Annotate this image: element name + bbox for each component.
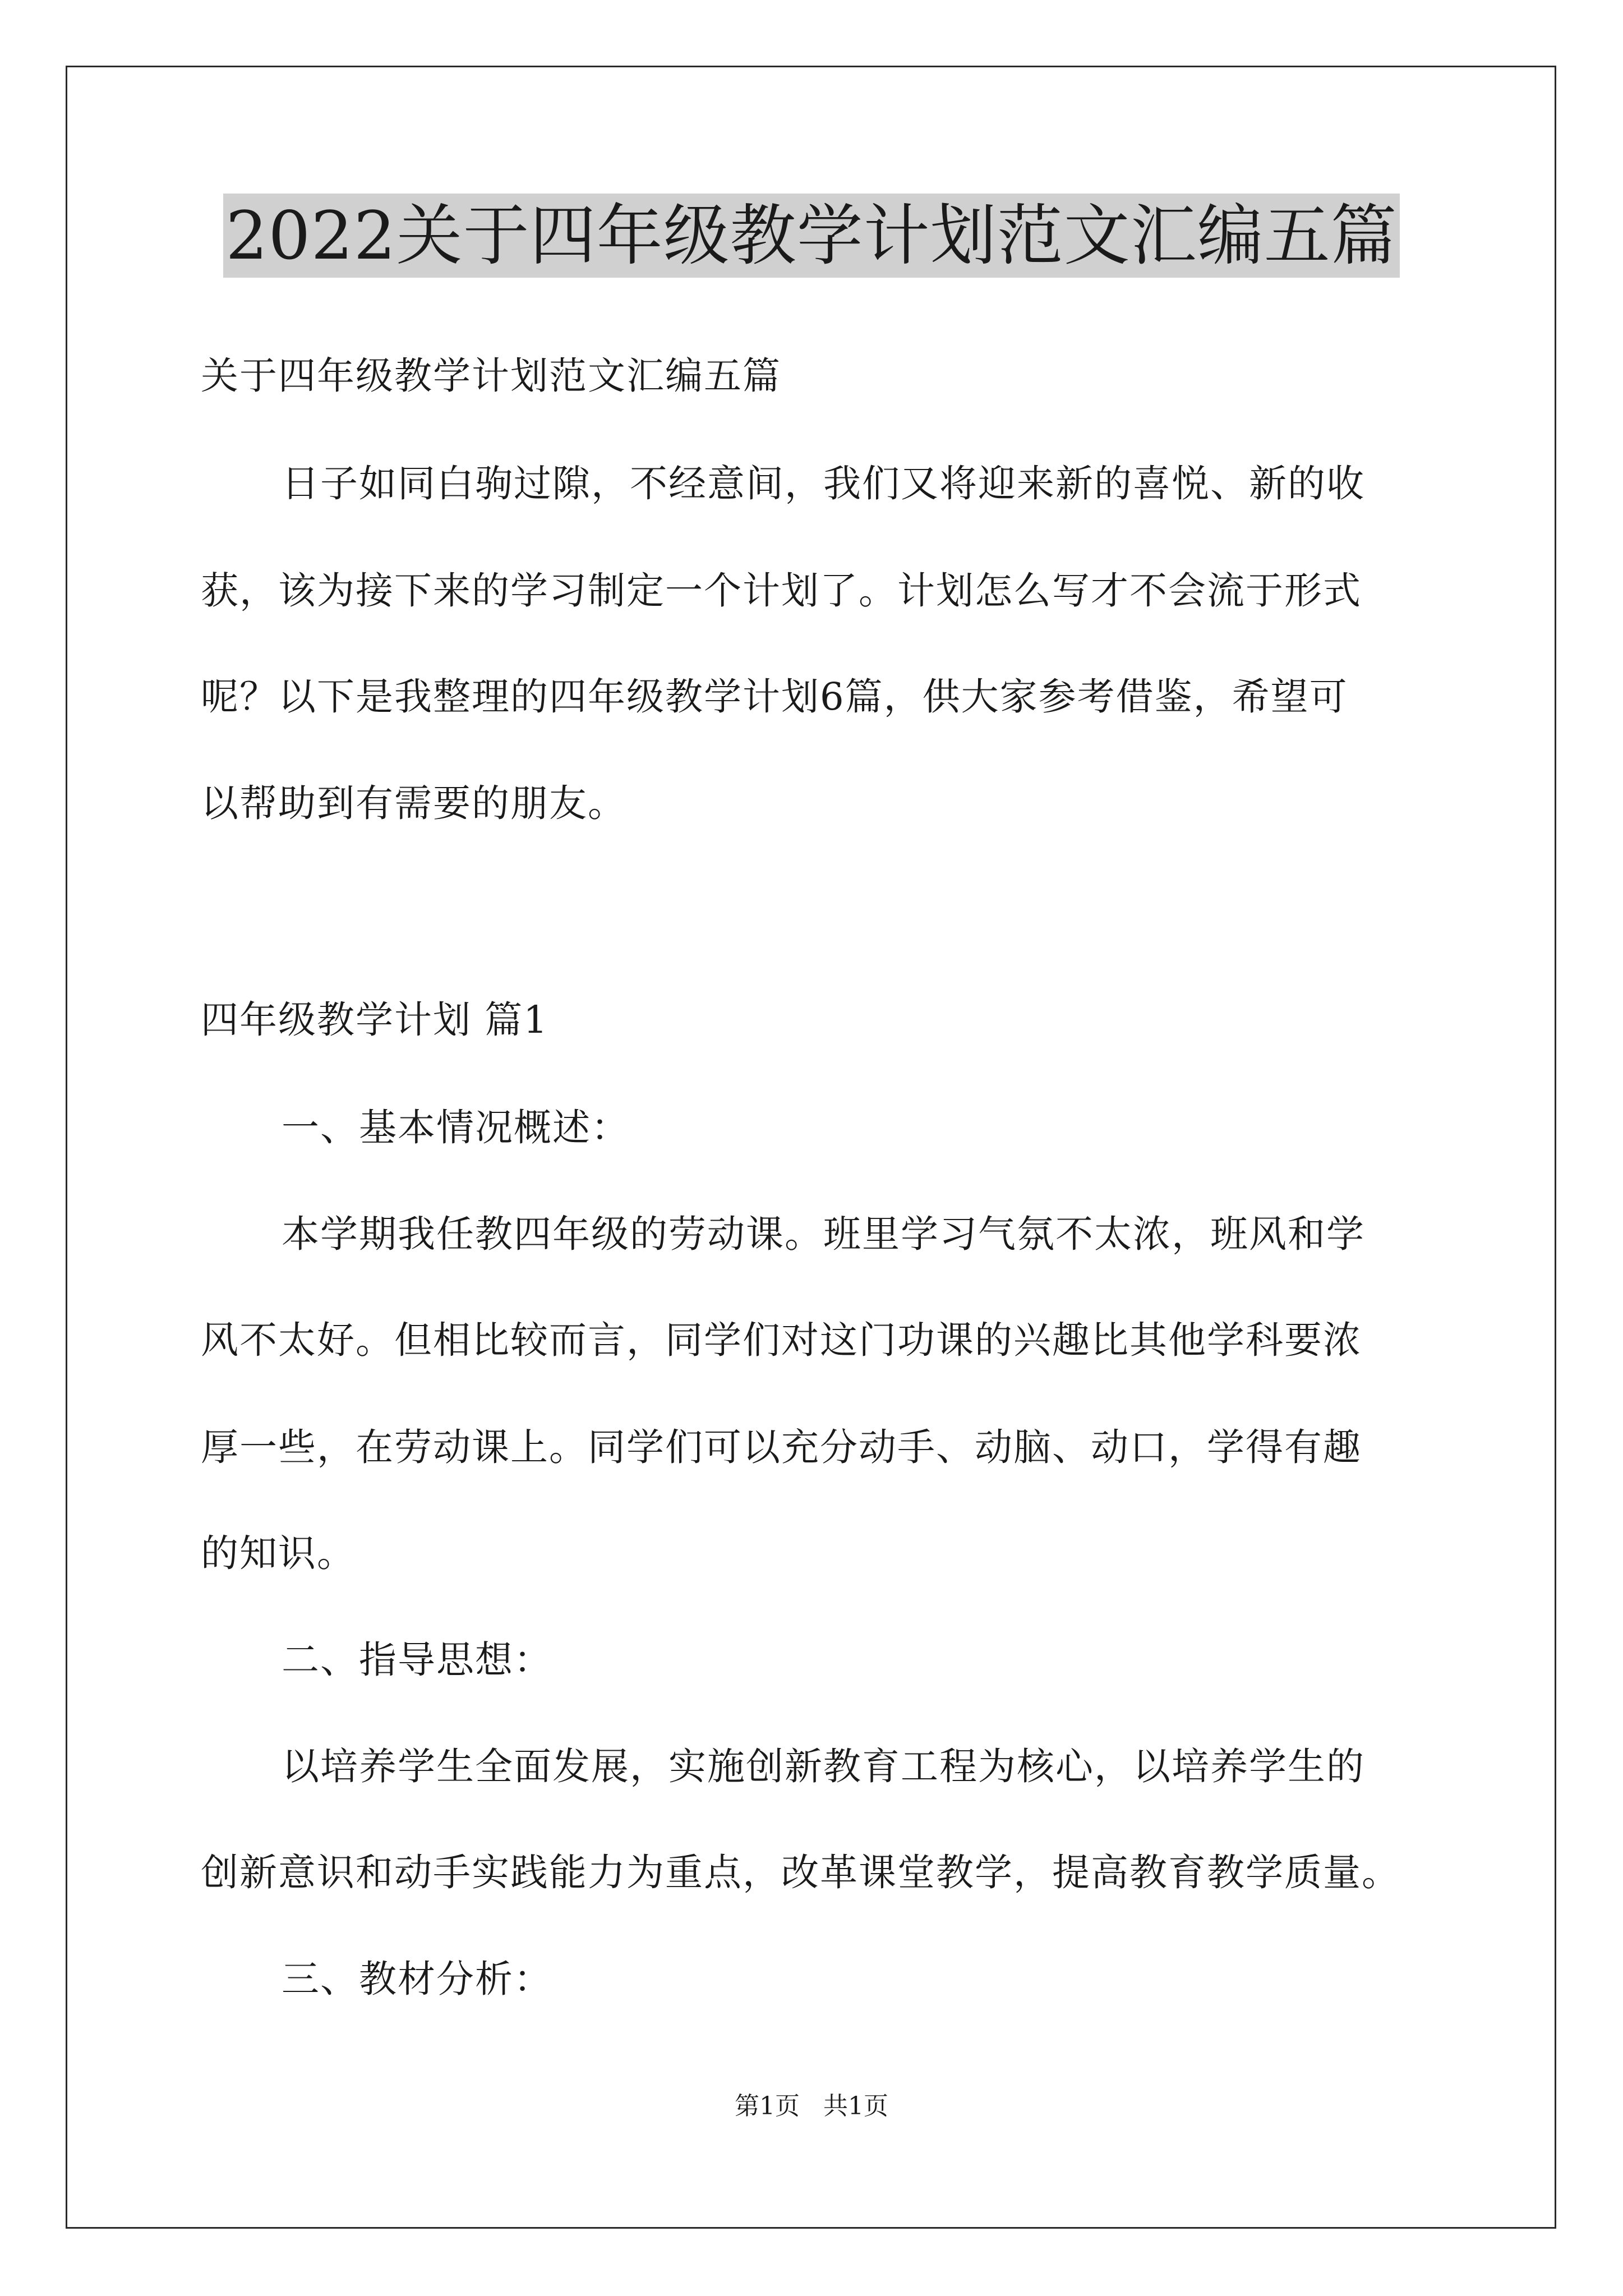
document-subtitle: 关于四年级教学计划范文汇编五篇 xyxy=(201,354,781,398)
part1-line-3: 厚一些，在劳动课上。同学们可以充分动手、动脑、动口，学得有趣 xyxy=(201,1425,1362,1469)
part3-heading: 三、教材分析： xyxy=(282,1957,552,2001)
part2-heading: 二、指导思想： xyxy=(282,1638,552,1682)
section-heading: 四年级教学计划 篇1 xyxy=(201,998,548,1042)
part1-line-2: 风不太好。但相比较而言，同学们对这门功课的兴趣比其他学科要浓 xyxy=(201,1318,1362,1362)
part1-line-4: 的知识。 xyxy=(201,1531,356,1575)
page-footer: 第1页 共1页 xyxy=(735,2092,888,2120)
document-title: 2022关于四年级教学计划范文汇编五篇 xyxy=(223,194,1399,278)
intro-line-2: 获，该为接下来的学习制定一个计划了。计划怎么写才不会流于形式 xyxy=(201,569,1362,613)
intro-line-4: 以帮助到有需要的朋友。 xyxy=(201,781,626,825)
part1-heading: 一、基本情况概述： xyxy=(282,1106,630,1149)
intro-line-1: 日子如同白驹过隙，不经意间，我们又将迎来新的喜悦、新的收 xyxy=(282,462,1365,505)
part2-line-2: 创新意识和动手实践能力为重点，改革课堂教学，提高教育教学质量。 xyxy=(201,1851,1400,1894)
title-container xyxy=(0,194,1623,278)
part1-line-1: 本学期我任教四年级的劳动课。班里学习气氛不太浓，班风和学 xyxy=(282,1212,1365,1256)
part2-line-1: 以培养学生全面发展，实施创新教育工程为核心，以培养学生的 xyxy=(282,1745,1365,1788)
intro-line-3: 呢？以下是我整理的四年级教学计划6篇，供大家参考借鉴，希望可 xyxy=(201,675,1348,719)
